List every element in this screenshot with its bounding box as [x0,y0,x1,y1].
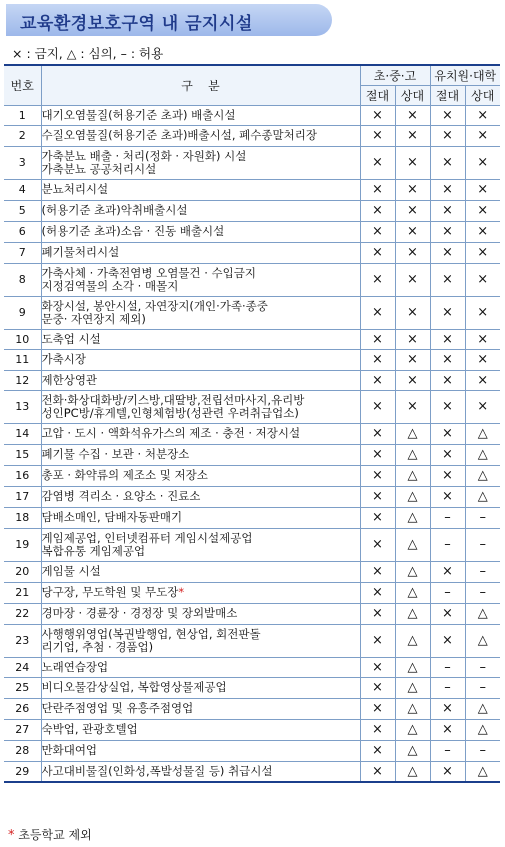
table-row [4,582,500,603]
row-number: 23 [4,624,41,657]
mark-kinder-absolute: × [430,263,465,296]
mark-elem-absolute: × [360,761,395,782]
mark-elem-absolute: × [360,242,395,263]
mark-elem-relative: △ [395,465,430,486]
mark-kinder-absolute: × [430,423,465,444]
mark-kinder-absolute: × [430,125,465,146]
mark-elem-absolute: × [360,507,395,528]
row-description-line: 가축분뇨 공공처리시설 [41,161,157,176]
table-row [4,719,500,740]
row-description-line: 도축업 시설 [41,331,101,346]
mark-elem-absolute: × [360,390,395,423]
table-body [4,105,500,782]
row-description [41,761,360,782]
mark-elem-relative: △ [395,561,430,582]
row-description-line: 숙박업, 관광호텔업 [41,722,138,736]
mark-elem-relative: △ [395,486,430,507]
row-description-line: 가축시장 [41,352,86,366]
row-description-line: (허용기준 초과)소음 · 진동 배출시설 [41,224,225,238]
mark-kinder-relative: △ [465,423,500,444]
title-bar [6,4,332,36]
row-description [41,263,360,296]
mark-elem-relative: △ [395,507,430,528]
table-row [4,444,500,465]
mark-elem-relative: × [395,125,430,146]
table-row [4,242,500,263]
row-description-line: 문중· 자연장지 제외) [41,311,146,326]
mark-elem-absolute: × [360,698,395,719]
mark-kinder-absolute: – [430,657,465,677]
table-row [4,561,500,582]
mark-elem-absolute: × [360,179,395,200]
row-number: 13 [4,390,41,423]
row-description [41,486,360,507]
row-description-line: 수질오염물질(허용기준 초과)배출시설, 폐수종말처리장 [41,128,317,142]
table-row [4,486,500,507]
row-description [41,657,360,677]
row-description [41,582,360,603]
row-number: 27 [4,719,41,740]
footnote-text: 초등학교 제외 [14,828,92,842]
row-description [41,698,360,719]
mark-kinder-relative: △ [465,603,500,624]
table-row [4,507,500,528]
mark-elem-relative: △ [395,740,430,761]
row-description [41,221,360,242]
table-row [4,528,500,561]
row-number: 4 [4,179,41,200]
row-description [41,125,360,146]
mark-elem-relative: △ [395,603,430,624]
header-absolute-2: 절대 [430,85,465,105]
mark-kinder-relative: – [465,528,500,561]
mark-kinder-relative: × [465,125,500,146]
mark-kinder-absolute: × [430,698,465,719]
row-description [41,349,360,370]
row-description-line: 총포 · 화약류의 제조소 및 저장소 [41,468,208,482]
row-description-line: (허용기준 초과)악취배출시설 [41,203,188,217]
mark-elem-relative: × [395,263,430,296]
row-description [41,740,360,761]
row-number: 15 [4,444,41,465]
mark-kinder-absolute: × [430,296,465,329]
row-description-line: 폐기물 수집 · 보관 · 처분장소 [41,447,190,461]
mark-kinder-relative: – [465,657,500,677]
row-number: 25 [4,677,41,698]
row-number: 17 [4,486,41,507]
mark-kinder-absolute: – [430,507,465,528]
row-description [41,465,360,486]
row-description-line: 경마장 · 경륜장 · 경정장 및 장외발매소 [41,606,238,620]
row-number: 19 [4,528,41,561]
row-description [41,624,360,657]
mark-kinder-relative: × [465,329,500,349]
table-row [4,677,500,698]
mark-elem-absolute: × [360,582,395,603]
row-description [41,603,360,624]
mark-elem-relative: × [395,105,430,125]
mark-elem-absolute: × [360,146,395,179]
mark-elem-relative: △ [395,761,430,782]
mark-elem-relative: × [395,179,430,200]
row-number: 29 [4,761,41,782]
mark-kinder-relative: × [465,105,500,125]
mark-elem-relative: △ [395,624,430,657]
table-row [4,698,500,719]
mark-kinder-absolute: – [430,528,465,561]
mark-elem-relative: △ [395,657,430,677]
row-description [41,242,360,263]
footnote-star: * [8,828,15,843]
mark-elem-absolute: × [360,200,395,221]
row-number: 16 [4,465,41,486]
mark-kinder-absolute: × [430,390,465,423]
mark-kinder-absolute: × [430,329,465,349]
header-category: 구 분 [41,65,360,105]
mark-kinder-relative: – [465,561,500,582]
mark-kinder-relative: – [465,740,500,761]
row-description [41,179,360,200]
row-number: 5 [4,200,41,221]
mark-elem-absolute: × [360,657,395,677]
row-number: 10 [4,329,41,349]
row-description [41,390,360,423]
mark-kinder-absolute: – [430,740,465,761]
row-description [41,329,360,349]
table-row [4,624,500,657]
mark-kinder-relative: × [465,296,500,329]
row-number: 6 [4,221,41,242]
mark-kinder-absolute: × [430,221,465,242]
row-description [41,105,360,125]
mark-elem-absolute: × [360,125,395,146]
row-description-line: 성인PC방/휴게텔,인형체험방(성관련 우려취급업소) [41,405,299,420]
mark-kinder-relative: – [465,677,500,698]
mark-elem-absolute: × [360,465,395,486]
header-absolute-1: 절대 [360,85,395,105]
row-description-line: 게임물 시설 [41,564,101,578]
page-title: 교육환경보호구역 내 금지시설 [20,14,253,34]
mark-kinder-relative: × [465,242,500,263]
mark-elem-absolute: × [360,296,395,329]
mark-kinder-relative: △ [465,698,500,719]
table-row [4,370,500,390]
mark-kinder-relative: – [465,507,500,528]
table-row [4,105,500,125]
row-description-line: 가축사체 · 가축전염병 오염물건 · 수입금지 [41,265,256,280]
mark-kinder-absolute: × [430,349,465,370]
mark-kinder-absolute: × [430,444,465,465]
mark-elem-relative: × [395,242,430,263]
row-description-line: 지정검역물의 소각 · 매몰지 [41,278,179,293]
mark-elem-absolute: × [360,423,395,444]
mark-elem-relative: △ [395,698,430,719]
mark-elem-absolute: × [360,105,395,125]
row-number: 2 [4,125,41,146]
mark-elem-absolute: × [360,263,395,296]
row-number: 22 [4,603,41,624]
mark-elem-relative: △ [395,423,430,444]
mark-elem-relative: △ [395,677,430,698]
mark-kinder-absolute: × [430,242,465,263]
table-row [4,761,500,782]
table-row [4,296,500,329]
table-row [4,740,500,761]
mark-kinder-relative: × [465,390,500,423]
row-description-line: 복합유통 게임제공업 [41,543,146,558]
mark-elem-relative: × [395,390,430,423]
mark-kinder-relative: △ [465,719,500,740]
table-row [4,603,500,624]
mark-kinder-absolute: × [430,105,465,125]
mark-kinder-relative: △ [465,624,500,657]
row-description [41,507,360,528]
mark-kinder-absolute: × [430,146,465,179]
header-group-kindergarten-university: 유치원·대학 [430,65,500,85]
mark-kinder-absolute: × [430,179,465,200]
table-row [4,349,500,370]
table-row [4,179,500,200]
mark-kinder-relative: △ [465,486,500,507]
row-description-line: 가축분뇨 배출 · 처리(정화 · 자원화) 시설 [41,148,247,163]
row-description-line: 화장시설, 봉안시설, 자연장지(개인·가족·종중 [41,298,268,313]
mark-kinder-absolute: × [430,624,465,657]
row-description-line: 폐기물처리시설 [41,245,120,259]
mark-kinder-relative: × [465,179,500,200]
row-description-line: 고압 · 도시 · 액화석유가스의 제조 · 충전 · 저장시설 [41,426,301,440]
mark-elem-relative: × [395,329,430,349]
table-row [4,329,500,349]
row-description-line: 노래연습장업 [41,659,109,674]
table-row [4,465,500,486]
mark-kinder-absolute: – [430,677,465,698]
table-row [4,125,500,146]
mark-elem-relative: △ [395,582,430,603]
row-description-line: 전화·화상대화방/키스방,대딸방,전립선마사지,유리방 [41,392,305,407]
mark-elem-relative: × [395,296,430,329]
row-description-line: 리기업, 추첨 · 경품업) [41,639,154,654]
row-description-line: 제한상영관 [41,372,98,387]
mark-elem-absolute: × [360,329,395,349]
row-description [41,719,360,740]
header-relative-2: 상대 [465,85,500,105]
mark-elem-absolute: × [360,624,395,657]
mark-kinder-relative: × [465,221,500,242]
row-number: 1 [4,105,41,125]
mark-kinder-absolute: × [430,761,465,782]
mark-kinder-absolute: × [430,200,465,221]
mark-elem-absolute: × [360,603,395,624]
table-row [4,657,500,677]
row-number: 24 [4,657,41,677]
row-description-line: 사행행위영업(복권발행업, 현상업, 회전판돌 [41,626,261,641]
row-description [41,444,360,465]
mark-kinder-relative: △ [465,465,500,486]
row-number: 11 [4,349,41,370]
mark-elem-absolute: × [360,370,395,390]
mark-kinder-absolute: × [430,603,465,624]
mark-elem-absolute: × [360,677,395,698]
mark-elem-relative: △ [395,528,430,561]
mark-kinder-relative: △ [465,444,500,465]
row-description-line: 사고대비물질(인화성,폭발성물질 등) 취급시설 [41,763,273,778]
row-number: 8 [4,263,41,296]
footnote-star-marker: * [178,585,185,599]
row-description-line: 만화대여업 [41,743,98,757]
table-row [4,200,500,221]
table-row [4,221,500,242]
mark-elem-relative: × [395,200,430,221]
row-description [41,528,360,561]
mark-elem-absolute: × [360,486,395,507]
row-description [41,561,360,582]
mark-elem-absolute: × [360,561,395,582]
row-description-line: 감염병 격리소 · 요양소 · 진료소 [41,489,201,503]
row-number: 20 [4,561,41,582]
header-number: 번호 [4,65,41,105]
mark-kinder-relative: △ [465,761,500,782]
row-description [41,296,360,329]
mark-kinder-relative: × [465,370,500,390]
mark-kinder-absolute: × [430,370,465,390]
mark-kinder-relative: × [465,263,500,296]
legend: × : 금지, △ : 심의, – : 허용 [12,46,164,61]
table-row [4,423,500,444]
row-description-line: 단란주점영업 및 유흥주점영업 [41,701,194,715]
mark-kinder-absolute: × [430,561,465,582]
mark-elem-relative: × [395,370,430,390]
mark-elem-relative: × [395,349,430,370]
row-description [41,677,360,698]
row-description-line: 게임제공업, 인터넷컴퓨터 게임시설제공업 [41,530,253,545]
row-number: 9 [4,296,41,329]
mark-elem-absolute: × [360,719,395,740]
mark-kinder-relative: × [465,146,500,179]
row-description [41,146,360,179]
row-number: 21 [4,582,41,603]
row-number: 14 [4,423,41,444]
mark-elem-absolute: × [360,740,395,761]
row-number: 28 [4,740,41,761]
row-number: 26 [4,698,41,719]
mark-elem-absolute: × [360,349,395,370]
table-row [4,263,500,296]
header-group-elementary-to-high: 초·중·고 [360,65,430,85]
prohibited-facilities-table [4,64,500,783]
row-number: 18 [4,507,41,528]
mark-elem-relative: △ [395,444,430,465]
mark-kinder-relative: × [465,349,500,370]
row-description-line: 대기오염물질(허용기준 초과) 배출시설 [41,107,236,122]
row-description [41,423,360,444]
mark-elem-relative: × [395,146,430,179]
mark-kinder-relative: – [465,582,500,603]
mark-elem-absolute: × [360,528,395,561]
mark-kinder-absolute: – [430,582,465,603]
row-number: 7 [4,242,41,263]
mark-elem-absolute: × [360,444,395,465]
mark-elem-relative: △ [395,719,430,740]
footnote [8,826,92,843]
mark-elem-absolute: × [360,221,395,242]
row-description-line: 분뇨처리시설 [41,182,109,196]
header-relative-1: 상대 [395,85,430,105]
table-row [4,146,500,179]
mark-kinder-absolute: × [430,465,465,486]
mark-elem-relative: × [395,221,430,242]
row-number: 12 [4,370,41,390]
mark-kinder-absolute: × [430,719,465,740]
row-description-line: 당구장, 무도학원 및 무도장 [41,585,179,599]
row-description [41,200,360,221]
mark-kinder-absolute: × [430,486,465,507]
row-description-line: 담배소매인, 담배자동판매기 [41,510,183,524]
table-row [4,390,500,423]
mark-kinder-relative: × [465,200,500,221]
row-description-line: 비디오물감상실업, 복합영상물제공업 [41,680,227,694]
row-description [41,370,360,390]
row-number: 3 [4,146,41,179]
